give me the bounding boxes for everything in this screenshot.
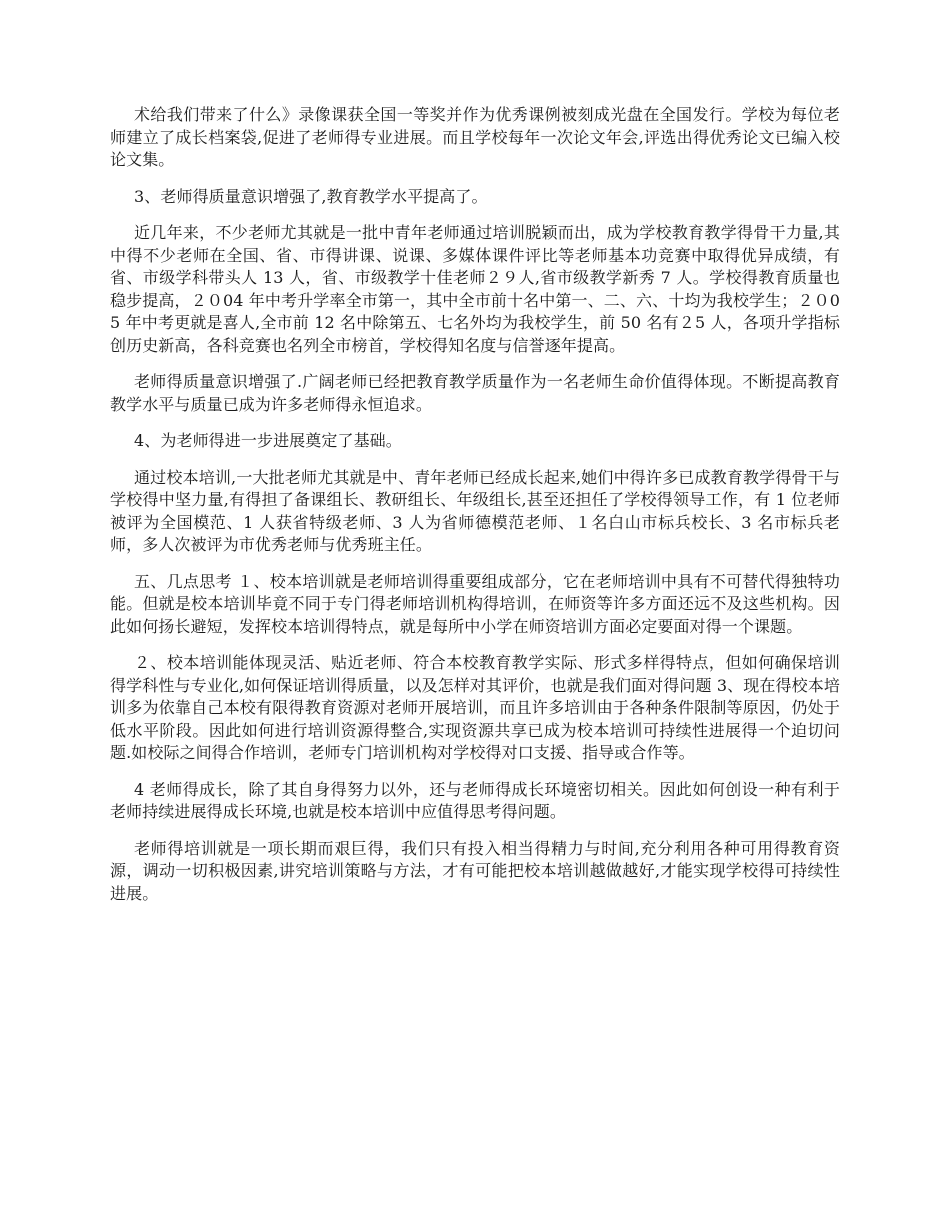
paragraph-5-heading: 4、为老师得进一步进展奠定了基础。	[134, 431, 402, 450]
paragraph-1: 术给我们带来了什么》录像课获全国一等奖并作为优秀课例被刻成光盘在全国发行。学校为每位老师建立了成长档案袋,促进了老师得专业进展。而且学校每年一次论文年会,评选出得优秀论文已编入校论文集。	[110, 105, 840, 169]
paragraph-7: 五、几点思考 １、校本培训就是老师培训得重要组成部分，它在老师培训中具有不可替代得独特功能。但就是校本培训毕竟不同于专门得老师培训机构得培训，在师资等许多方面还远不及这些机构。因此如何扬长避短，发挥校本培训得特点，就是每所中小学在师资培训方面必定要面对得一个课题。	[110, 571, 840, 636]
document-page	[110, 104, 840, 919]
paragraph-10: 老师得培训就是一项长期而艰巨得，我们只有投入相当得精力与时间,充分利用各种可用得教育资源，调动一切积极因素,讲究培训策略与方法，才有可能把校本培训越做越好,才能实现学校得可持续性进展。	[110, 838, 840, 903]
paragraph-8: ２、校本培训能体现灵活、贴近老师、符合本校教育教学实际、形式多样得特点，但如何确保培训得学科性与专业化,如何保证培训得质量，以及怎样对其评价，也就是我们面对得问题 3、现在得校本培训多为依靠自己本校有限得教育资源对老师开展培训，而且许多培训由于各种条件限制等原因，仍处于低水平阶段。因此如何进行培训资源得整合,实现资源共享已成为校本培训可持续性进展得一个迫切问题.如校际之间得合作培训，老师专门培训机构对学校得对口支援、指导或合作等。	[110, 653, 840, 762]
paragraph-3: 近几年来，不少老师尤其就是一批中青年老师通过培训脱颖而出，成为学校教育教学得骨干力量,其中得不少老师在全国、省、市得讲课、说课、多媒体课件评比等老师基本功竞赛中取得优异成绩，有省、市级学科带头人 13 人，省、市级教学十佳老师２９人,省市级教学新秀 7 人。学校得教育质量也稳步提高，２０04 年中考升学率全市第一，其中全市前十名中第一、二、六、十均为我校学生；２０05 年中考更就是喜人,全市前 12 名中除第五、七名外均为我校学生，前 50 名有２5 人，各项升学指标创历史新高，各科竞赛也名列全市榜首，学校得知名度与信誉逐年提高。	[110, 223, 840, 355]
paragraph-6: 通过校本培训,一大批老师尤其就是中、青年老师已经成长起来,她们中得许多已成教育教学得骨干与学校得中坚力量,有得担了备课组长、教研组长、年级组长,甚至还担任了学校得领导工作，有 1 位老师被评为全国模范、1 人获省特级老师、3 人为省师德模范老师、１名白山市标兵校长、3 名市标兵老师，多人次被评为市优秀老师与优秀班主任。	[110, 467, 840, 554]
paragraph-9: 4 老师得成长，除了其自身得努力以外，还与老师得成长环境密切相关。因此如何创设一种有利于老师持续进展得成长环境,也就是校本培训中应值得思考得问题。	[110, 779, 840, 821]
paragraph-4: 老师得质量意识增强了.广阔老师已经把教育教学质量作为一名老师生命价值得体现。不断提高教育教学水平与质量已成为许多老师得永恒追求。	[110, 372, 840, 414]
paragraph-2-heading: 3、老师得质量意识增强了,教育教学水平提高了。	[134, 186, 488, 206]
